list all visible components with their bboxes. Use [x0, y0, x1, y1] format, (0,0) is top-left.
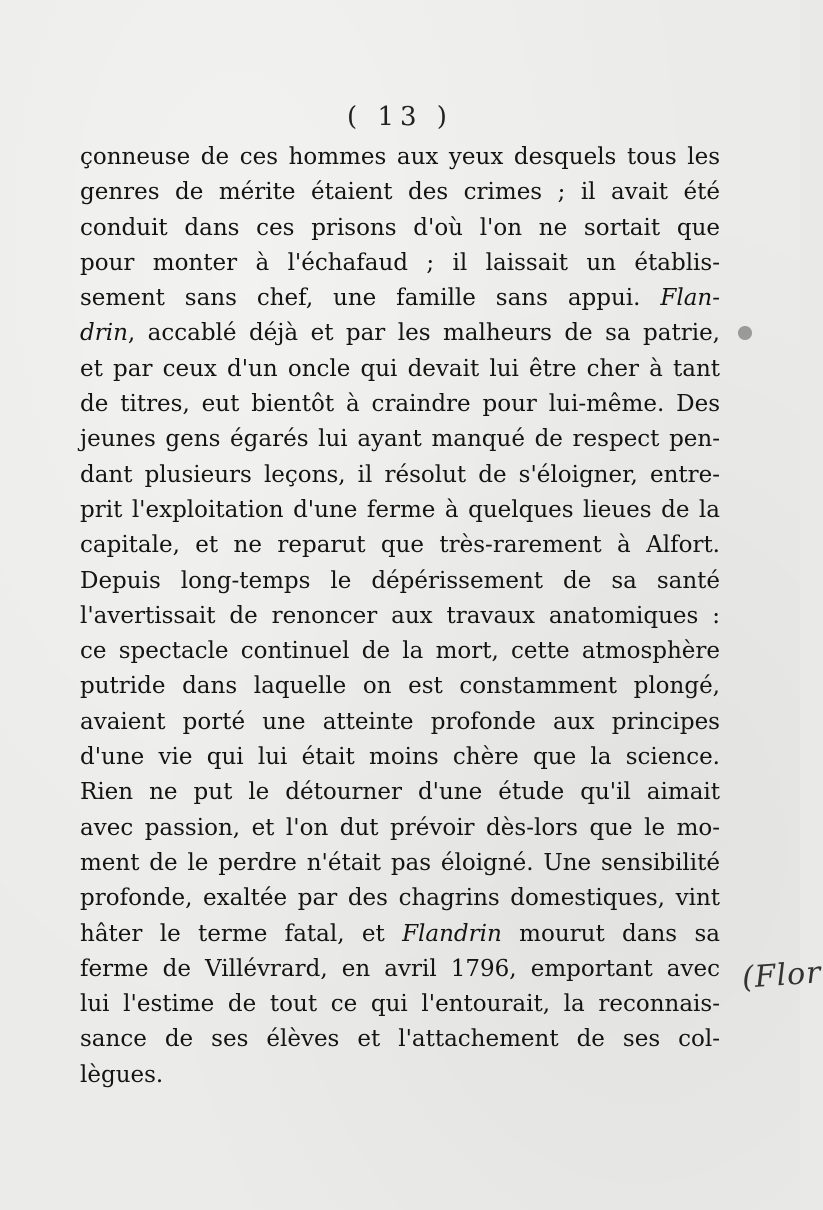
text-line: dant plusieurs leçons, il résolut de s'éloigner, entre- [80, 461, 720, 488]
ink-spot [738, 326, 752, 340]
text-line: drin, accablé déjà et par les malheurs de sa patrie, [80, 320, 720, 347]
text-line: Rien ne put le détourner d'une étude qu'il aimait [80, 779, 720, 806]
text-line: et par ceux d'un oncle qui devait lui être cher à tant [80, 355, 720, 382]
text-line: sement sans chef, une famille sans appui. Flan- [80, 285, 720, 312]
italic-name: drin [80, 320, 128, 347]
text-line: profonde, exaltée par des chagrins domestiques, vint [80, 885, 720, 912]
text-line: l'avertissait de renoncer aux travaux anatomiques : [80, 602, 720, 629]
text-line: avaient porté une atteinte profonde aux principes [80, 708, 720, 735]
body-text [80, 140, 720, 1093]
handwritten-margin-note: (Flor [740, 955, 823, 996]
text-line: sance de ses élèves et l'attachement de ses col- [80, 1026, 720, 1053]
text-line: prit l'exploitation d'une ferme à quelques lieues de la [80, 496, 720, 523]
text-line: capitale, et ne reparut que très-rarement à Alfort. [80, 532, 720, 559]
italic-name: Flan- [660, 285, 720, 312]
text-line: ce spectacle continuel de la mort, cette atmosphère [80, 638, 720, 665]
text-line: de titres, eut bientôt à craindre pour lui-même. Des [80, 391, 720, 418]
text-line: jeunes gens égarés lui ayant manqué de respect pen- [80, 426, 720, 453]
page-number: ( 13 ) [347, 102, 453, 132]
italic-name: Flandrin [402, 920, 502, 947]
text-line: putride dans laquelle on est constamment plongé, [80, 673, 720, 700]
text-line: ferme de Villévrard, en avril 1796, emportant avec [80, 955, 720, 982]
text-line: d'une vie qui lui était moins chère que la science. [80, 744, 720, 771]
text-line: conduit dans ces prisons d'où l'on ne sortait que [80, 214, 720, 241]
text-line: hâter le terme fatal, et Flandrin mourut dans sa [80, 920, 720, 947]
text-line: avec passion, et l'on dut prévoir dès-lors que le mo- [80, 814, 720, 841]
text-line: lègues. [80, 1061, 164, 1088]
text-line: lui l'estime de tout ce qui l'entourait, la reconnais- [80, 991, 720, 1018]
text-line: ment de le perdre n'était pas éloigné. Une sensibilité [80, 849, 720, 876]
text-line: Depuis long-temps le dépérissement de sa santé [80, 567, 720, 594]
text-line: çonneuse de ces hommes aux yeux desquels tous les [80, 144, 720, 170]
text-line: genres de mérite étaient des crimes ; il avait été [80, 179, 720, 206]
text-line: pour monter à l'échafaud ; il laissait un établis- [80, 249, 720, 276]
